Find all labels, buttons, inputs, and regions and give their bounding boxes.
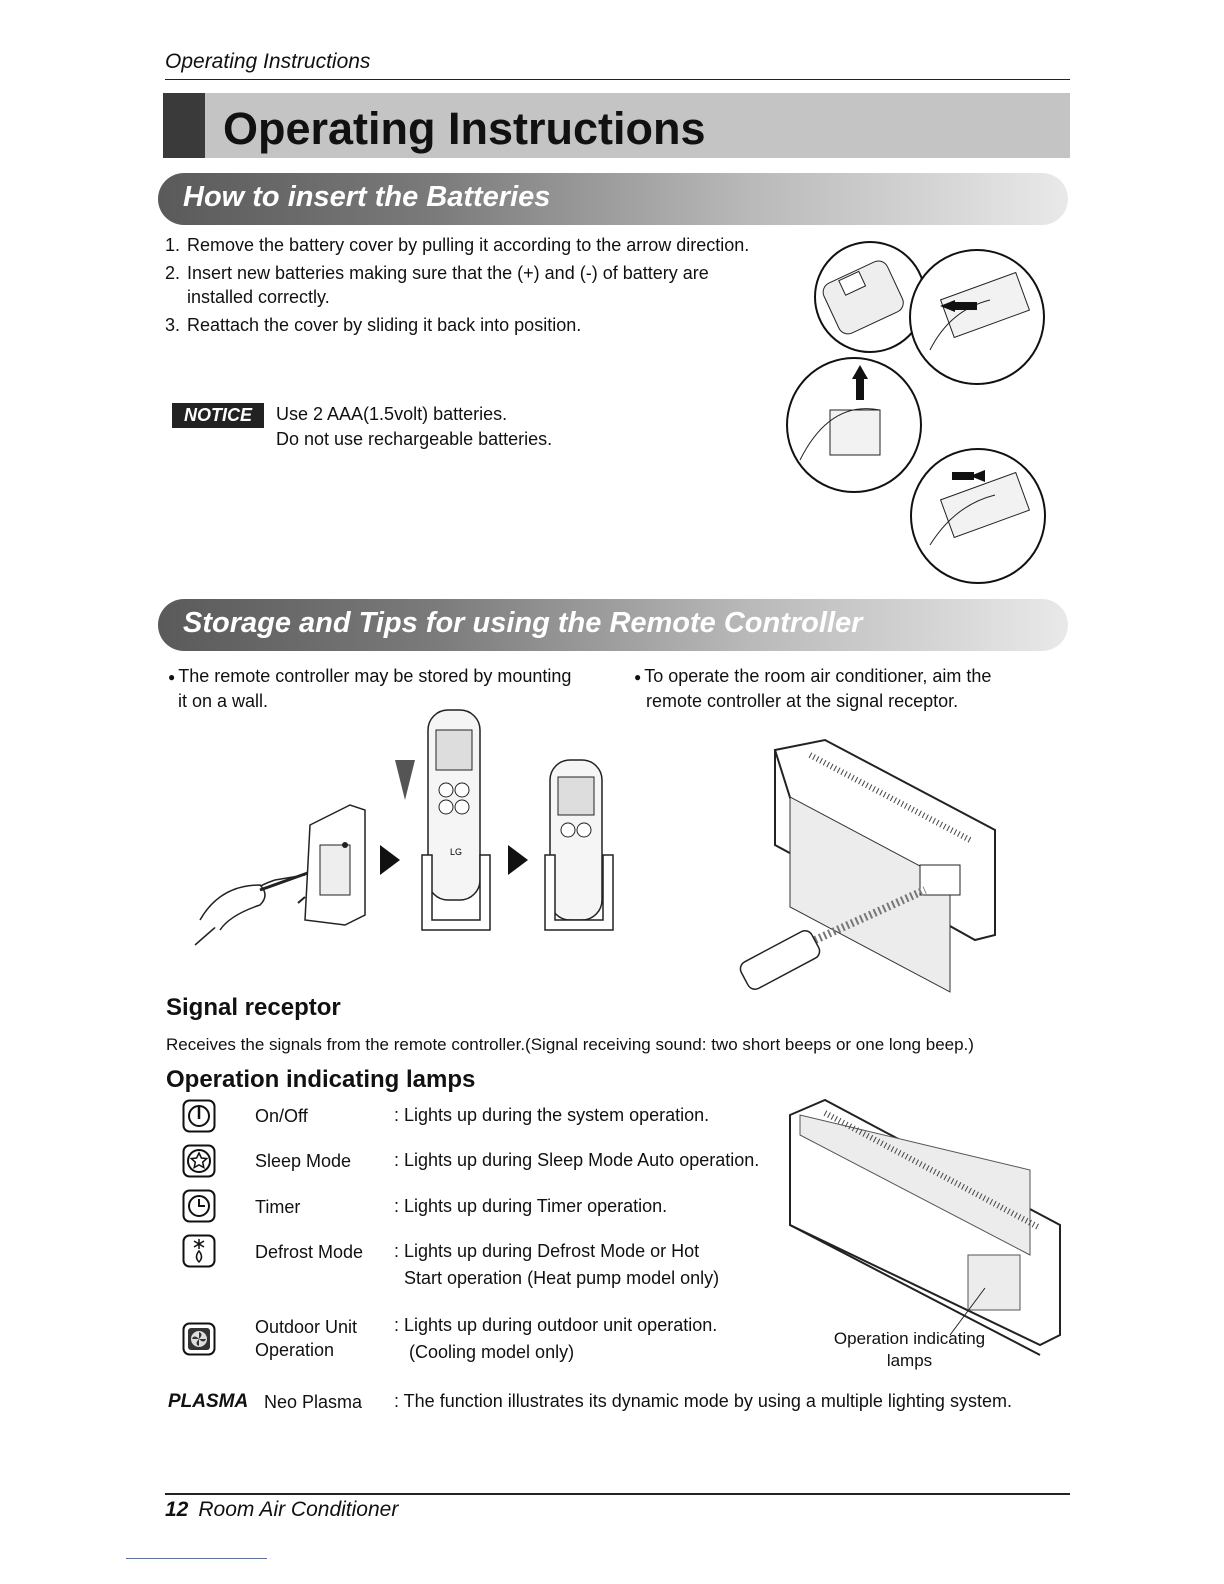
sleep-mode-icon xyxy=(182,1144,216,1178)
list-item: 1. Remove the battery cover by pulling it according to the arrow direction. xyxy=(165,235,750,255)
footer-rule xyxy=(165,1493,1070,1495)
remote-brand-label: LG xyxy=(450,847,463,857)
footer xyxy=(165,1498,398,1522)
bullet-icon: ● xyxy=(168,670,176,685)
lamp-name-neo-plasma: Neo Plasma xyxy=(264,1392,363,1412)
bullet-icon: ● xyxy=(634,670,642,685)
section-header-batteries xyxy=(158,173,1068,225)
lamp-name-on-off: On/Off xyxy=(255,1106,308,1126)
header-rule xyxy=(165,79,1070,80)
lamp-desc-timer: : Lights up during Timer operation. xyxy=(394,1196,668,1216)
signal-receptor-heading: Signal receptor xyxy=(166,994,341,1021)
notice-badge: NOTICE xyxy=(172,403,264,428)
signal-receptor-text: Receives the signals from the remote controller.(Signal receiving sound: two short beeps or one long beep.) xyxy=(166,1035,974,1054)
section-header-storage xyxy=(158,599,1068,651)
lamp-name-outdoor-unit: Outdoor Unit Operation xyxy=(255,1317,358,1360)
lamp-name-sleep-mode: Sleep Mode xyxy=(255,1151,352,1171)
running-head: Operating Instructions xyxy=(165,50,371,73)
wall-mount-illustration xyxy=(190,705,620,950)
storage-tip-right: ● To operate the room air conditioner, aim the remote controller at the signal receptor. xyxy=(634,666,992,712)
lamp-desc-sleep-mode: : Lights up during Sleep Mode Auto operation. xyxy=(394,1150,760,1170)
aim-remote-illustration xyxy=(730,735,1000,995)
page-number: 12 xyxy=(165,1498,189,1521)
lamp-name-defrost: Defrost Mode xyxy=(255,1242,364,1262)
storage-tip-left: ● The remote controller may be stored by mounting it on a wall. xyxy=(168,666,572,712)
notice-text: Use 2 AAA(1.5volt) batteries. Do not use rechargeable batteries. xyxy=(276,404,553,449)
battery-steps-list xyxy=(165,233,765,341)
plasma-logo: PLASMA xyxy=(168,1391,249,1412)
list-item: 2. Insert new batteries making sure that the (+) and (-) of battery are installed correctly. xyxy=(165,263,709,307)
power-icon xyxy=(182,1099,216,1133)
footer-title: Room Air Conditioner xyxy=(198,1498,399,1521)
lamp-name-timer: Timer xyxy=(255,1197,301,1217)
title-accent-block xyxy=(163,93,205,158)
defrost-icon xyxy=(182,1234,216,1268)
indoor-unit-lamps-illustration xyxy=(785,1095,1065,1360)
list-item: 3. Reattach the cover by sliding it back into position. xyxy=(165,315,582,335)
timer-icon xyxy=(182,1189,216,1223)
section-title-storage: Storage and Tips for using the Remote Controller xyxy=(183,607,863,639)
battery-insertion-illustration xyxy=(780,240,1060,590)
page-title: Operating Instructions xyxy=(223,103,706,154)
section-title-batteries: How to insert the Batteries xyxy=(183,181,551,213)
lamp-desc-neo-plasma: : The function illustrates its dynamic mode by using a multiple lighting system. xyxy=(394,1391,1012,1411)
lamp-desc-on-off: : Lights up during the system operation. xyxy=(394,1105,710,1125)
lamps-callout: Operation indicating lamps xyxy=(833,1329,986,1370)
lamp-desc-defrost: : Lights up during Defrost Mode or Hot Start operation (Heat pump model only) xyxy=(394,1241,720,1288)
lamps-heading: Operation indicating lamps xyxy=(166,1066,476,1093)
bottom-decoration-line xyxy=(126,1558,267,1559)
lamp-desc-outdoor-unit: : Lights up during outdoor unit operation. (Cooling model only) xyxy=(394,1315,718,1362)
outdoor-unit-icon xyxy=(182,1322,216,1356)
